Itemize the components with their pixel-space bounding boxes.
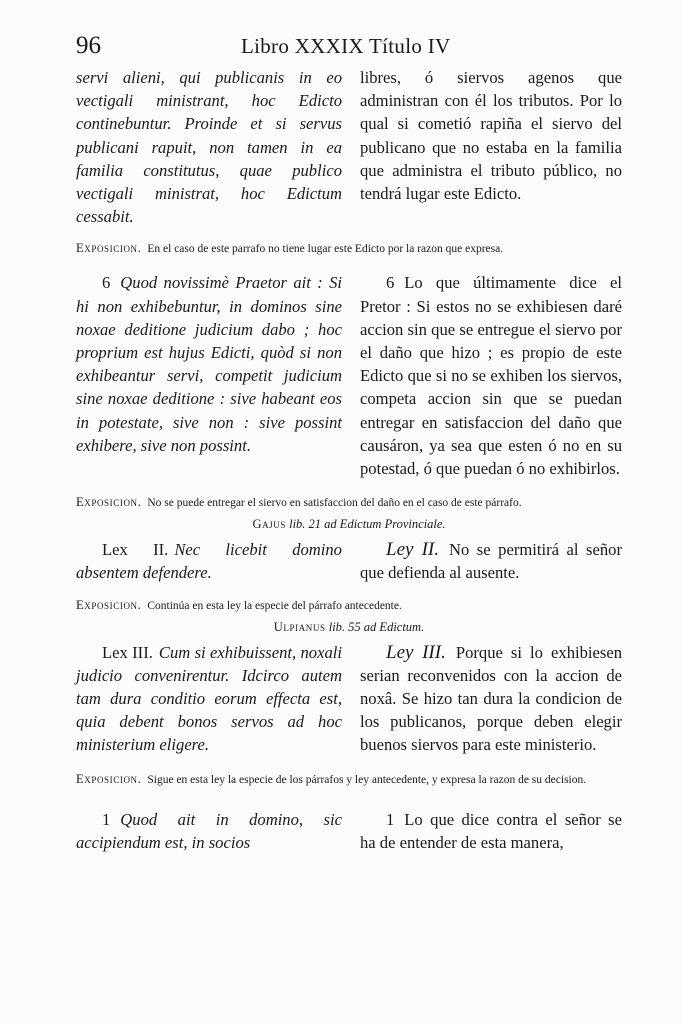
exposicion-note bbox=[76, 240, 622, 257]
section-number: 1 bbox=[386, 809, 395, 829]
section-number: 1 bbox=[102, 809, 111, 829]
spanish-column bbox=[360, 641, 622, 757]
attribution-source: lib. 21 ad Edictum Provinciale. bbox=[289, 517, 446, 532]
parallel-block-lex2 bbox=[76, 538, 622, 584]
exposicion-text: En el caso de este parrafo no tiene lugar este Edicto por la razon que expresa. bbox=[147, 243, 504, 256]
latin-text: Quod novissimè Praetor ait : Si hi non exhibebuntur, in dominos sine noxae deditione judicium dabo ; hoc proprium est hujus Edicti, quòd si non exhibeantur servi, competit judicium sine noxae deditione : sive habeant eos in potestate, sive non : sive possint exhibere, sive non possint. bbox=[76, 273, 342, 455]
attribution-source: lib. 55 ad Edictum. bbox=[328, 619, 425, 634]
lex-label: Lex III. bbox=[102, 642, 153, 662]
parallel-block-lex3 bbox=[76, 641, 622, 757]
ley-label: Ley III. bbox=[386, 641, 446, 663]
book-page bbox=[76, 28, 622, 854]
latin-column: servi alieni, qui publicanis in eo vectigali ministrant, hoc Edicto continebuntur. Proinde et si servus publicani rapuit, non tamen in ea familia constitutus, quae publico vectigali ministrat, hoc Edictum cessabit. bbox=[76, 68, 342, 227]
latin-column bbox=[76, 538, 342, 584]
ley-label: Ley II. bbox=[386, 539, 439, 561]
latin-text: Cum si exhibuissent, noxali judicio convenirentur. Idcirco autem tam dura conditio eorum effecta est, quia debent bonos servos ad hoc ministerium eligere. bbox=[76, 642, 342, 755]
spanish-column bbox=[360, 808, 622, 854]
latin-column bbox=[76, 808, 342, 854]
source-attribution bbox=[76, 517, 622, 532]
spanish-text: Lo que dice contra el señor se ha de entender de esta manera, bbox=[360, 809, 622, 852]
latin-column bbox=[76, 641, 342, 757]
exposicion-label: Exposicion. bbox=[76, 597, 142, 612]
spanish-column bbox=[360, 538, 622, 584]
exposicion-text: No se puede entregar el siervo en satisfaccion del daño en el caso de este párrafo. bbox=[147, 497, 522, 510]
running-title: Libro XXXIX Título IV bbox=[241, 34, 451, 58]
spanish-column bbox=[360, 271, 622, 480]
exposicion-text: Sigue en esta ley la especie de los párrafos y ley antecedente, y expresa la razon de su decision. bbox=[147, 773, 587, 786]
exposicion-label: Exposicion. bbox=[76, 771, 142, 786]
parallel-block-1 bbox=[76, 66, 622, 228]
spanish-text: No se permitirá al señor que defienda al ausente. bbox=[360, 540, 622, 583]
parallel-block-6 bbox=[76, 271, 622, 480]
section-number: 6 bbox=[386, 273, 395, 293]
section-number: 6 bbox=[102, 273, 111, 293]
spanish-column: libres, ó siervos agenos que administran con él los tributos. Por lo qual si cometió rapiña el siervo del publicano que no estaba en la familia que administra el tributo público, no tendrá lugar este Edicto. bbox=[360, 68, 622, 204]
page-header bbox=[76, 28, 622, 66]
exposicion-label: Exposicion. bbox=[76, 495, 142, 510]
attribution-author: Ulpianus bbox=[273, 619, 326, 634]
exposicion-text: Continúa en esta ley la especie del párrafo antecedente. bbox=[147, 599, 402, 612]
spanish-text: Lo que últimamente dice el Pretor : Si estos no se exhibiesen daré accion sin que se entregue el siervo por el daño que hizo ; es propio de este Edicto que si no se exhiben los siervos, competa accion sin que se puedan entregar en satisfaccion del daño que causáron, ya sea que esten ó no en su potestad, ó que puedan ó no exhibirlos. bbox=[360, 273, 622, 479]
latin-text: Quod ait in domino, sic accipiendum est, in socios bbox=[76, 809, 342, 852]
exposicion-note bbox=[76, 771, 622, 788]
latin-text: Nec licebit domino absentem defendere. bbox=[76, 540, 342, 583]
latin-column bbox=[76, 271, 342, 480]
page-number: 96 bbox=[76, 32, 101, 59]
source-attribution bbox=[76, 620, 622, 635]
lex-label: Lex II. bbox=[102, 540, 169, 560]
attribution-author: Gajus bbox=[252, 517, 286, 532]
exposicion-note bbox=[76, 597, 622, 614]
spanish-text: Porque si lo exhibiesen serian reconvenidos con la accion de noxâ. Se hizo tan dura la condicion de los publicanos, porque deben elegir buenos siervos para este ministerio. bbox=[360, 642, 622, 755]
parallel-block-1b bbox=[76, 808, 622, 854]
exposicion-note bbox=[76, 494, 622, 511]
exposicion-label: Exposicion. bbox=[76, 241, 142, 256]
